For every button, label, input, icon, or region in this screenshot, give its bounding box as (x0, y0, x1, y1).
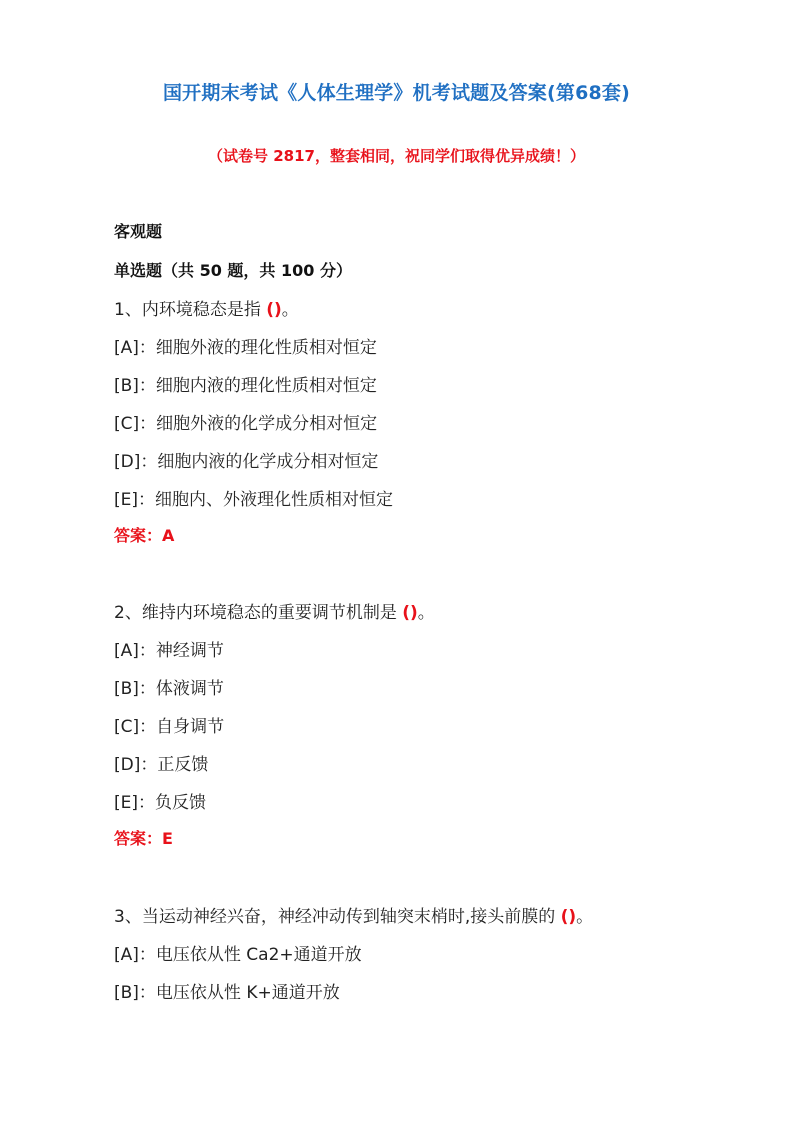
question-2-option-c: [C]：自身调节 (114, 717, 225, 737)
question-1-answer: 答案：A (114, 526, 175, 545)
question-end: 。 (576, 907, 594, 927)
question-2-option-b: [B]：体液调节 (114, 679, 224, 699)
question-1-option-c: [C]：细胞外液的化学成分相对恒定 (114, 414, 378, 434)
question-3-stem (114, 902, 593, 927)
question-3-option-a: [A]：电压依从性 Ca2+通道开放 (114, 945, 362, 965)
answer-blank: () (402, 603, 418, 623)
question-2-stem (114, 598, 435, 623)
question-end: 。 (281, 300, 299, 320)
question-1-option-e: [E]：细胞内、外液理化性质相对恒定 (114, 490, 394, 510)
question-1-option-a: [A]：细胞外液的理化性质相对恒定 (114, 338, 377, 358)
question-2-option-d: [D]：正反馈 (114, 755, 209, 775)
question-stem-text: 2、维持内环境稳态的重要调节机制是 (114, 603, 397, 623)
answer-blank: () (560, 907, 577, 927)
document-subtitle: （试卷号 2817，整套相同，祝同学们取得优异成绩！） (208, 147, 585, 165)
document-title: 国开期末考试《人体生理学》机考试题及答案(第68套) (162, 82, 630, 104)
question-end: 。 (417, 603, 435, 623)
question-2-answer: 答案：E (114, 829, 173, 848)
section-subheading: 单选题（共 50 题，共 100 分） (114, 261, 352, 280)
question-3-option-b: [B]：电压依从性 K+通道开放 (114, 983, 340, 1003)
question-2-option-e: [E]：负反馈 (114, 793, 207, 813)
section-heading: 客观题 (114, 222, 163, 241)
question-1-option-d: [D]：细胞内液的化学成分相对恒定 (114, 452, 379, 472)
answer-blank: () (266, 300, 282, 320)
question-stem-text: 3、当运动神经兴奋，神经冲动传到轴突末梢时,接头前膜的 (114, 907, 556, 927)
question-stem-text: 1、内环境稳态是指 (114, 300, 261, 320)
question-1-stem (114, 295, 299, 320)
question-1-option-b: [B]：细胞内液的理化性质相对恒定 (114, 376, 377, 396)
question-2-option-a: [A]：神经调节 (114, 641, 224, 661)
